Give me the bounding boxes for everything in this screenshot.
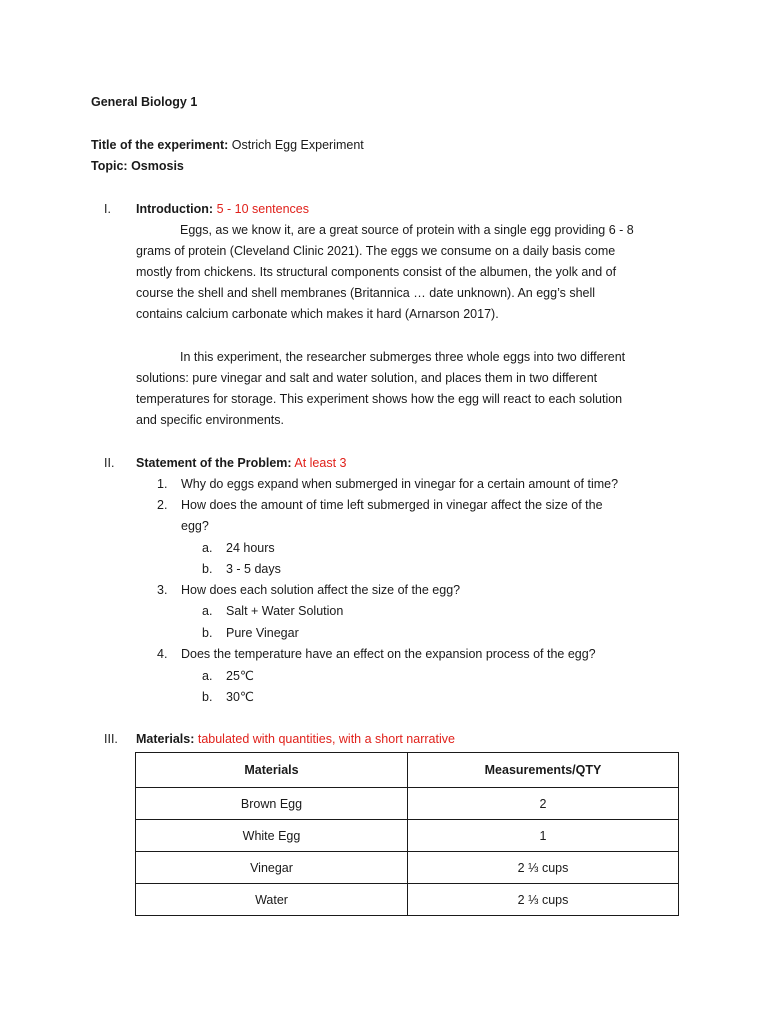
list-text: 3 - 5 days xyxy=(226,562,281,576)
intro-para1-line2: grams of protein (Cleveland Clinic 2021). The eggs we consume on a daily basis come xyxy=(136,244,616,258)
table-header-row xyxy=(136,753,679,788)
list-number: 4. xyxy=(157,647,168,661)
list-item xyxy=(202,626,299,640)
intro-para2-line1: In this experiment, the researcher submerges three whole eggs into two different xyxy=(180,350,626,364)
table-header-quantity: Measurements/QTY xyxy=(408,753,679,788)
section-heading-problem xyxy=(136,456,347,470)
list-text: Why do eggs expand when submerged in vinegar for a certain amount of time? xyxy=(181,477,619,491)
list-text: Does the temperature have an effect on the expansion process of the egg? xyxy=(181,647,596,661)
table-cell: 1 xyxy=(408,820,679,852)
table-cell: Vinegar xyxy=(136,852,408,884)
intro-para2-line4: and specific environments. xyxy=(136,413,284,427)
list-item xyxy=(202,541,275,555)
materials-note: tabulated with quantities, with a short narrative xyxy=(197,732,455,746)
list-item xyxy=(202,562,281,576)
intro-heading: Introduction: xyxy=(136,202,214,216)
list-letter: b. xyxy=(202,562,213,576)
materials-heading: Materials: xyxy=(136,732,195,746)
table-row xyxy=(136,884,679,916)
table-cell: 2 ⅓ cups xyxy=(408,852,679,884)
list-letter: a. xyxy=(202,541,213,555)
list-number: 2. xyxy=(157,498,168,512)
list-item xyxy=(202,604,343,618)
section-heading-intro xyxy=(136,202,309,216)
list-text: 25℃ xyxy=(226,669,254,683)
table-row xyxy=(136,852,679,884)
list-item-continuation: egg? xyxy=(181,519,209,533)
intro-note: 5 - 10 sentences xyxy=(216,202,309,216)
intro-para1-line5: contains calcium carbonate which makes it hard (Arnarson 2017). xyxy=(136,307,499,321)
topic-value: Osmosis xyxy=(131,159,184,173)
topic-label: Topic: xyxy=(91,159,128,173)
experiment-title-value: Ostrich Egg Experiment xyxy=(231,138,364,152)
problem-note: At least 3 xyxy=(294,456,347,470)
list-item xyxy=(157,583,460,597)
experiment-title-label: Title of the experiment: xyxy=(91,138,229,152)
list-text: 24 hours xyxy=(226,541,275,555)
section-numeral-problem: II. xyxy=(104,456,115,470)
list-text: Salt + Water Solution xyxy=(226,604,344,618)
intro-para2-line2: solutions: pure vinegar and salt and water solution, and places them in two different xyxy=(136,371,598,385)
list-item xyxy=(157,498,603,512)
section-numeral-intro: I. xyxy=(104,202,111,216)
materials-table xyxy=(135,752,679,916)
table-cell: 2 ⅓ cups xyxy=(408,884,679,916)
section-heading-materials xyxy=(136,732,455,746)
intro-para1-line3: mostly from chickens. Its structural components consist of the albumen, the yolk and of xyxy=(136,265,617,279)
table-cell: Water xyxy=(136,884,408,916)
table-cell: Brown Egg xyxy=(136,788,408,820)
list-letter: a. xyxy=(202,669,213,683)
intro-para2-line3: temperatures for storage. This experiment shows how the egg will react to each solution xyxy=(136,392,623,406)
intro-para1-line4: course the shell and shell membranes (Britannica … date unknown). An egg’s shell xyxy=(136,286,596,300)
list-text: 30℃ xyxy=(226,690,254,704)
course-title: General Biology 1 xyxy=(91,95,198,109)
list-text: How does each solution affect the size of the egg? xyxy=(181,583,461,597)
list-number: 3. xyxy=(157,583,168,597)
problem-heading: Statement of the Problem: xyxy=(136,456,292,470)
list-letter: a. xyxy=(202,604,213,618)
list-item xyxy=(157,477,618,491)
experiment-title-line xyxy=(91,138,364,152)
table-header-materials: Materials xyxy=(136,753,408,788)
list-text: How does the amount of time left submerged in vinegar affect the size of the xyxy=(181,498,603,512)
section-numeral-materials: III. xyxy=(104,732,118,746)
topic-line xyxy=(91,159,184,173)
list-letter: b. xyxy=(202,690,213,704)
table-row xyxy=(136,788,679,820)
list-text: Pure Vinegar xyxy=(226,626,299,640)
table-row xyxy=(136,820,679,852)
intro-para1-line1: Eggs, as we know it, are a great source of protein with a single egg providing 6 - 8 xyxy=(180,223,634,237)
list-letter: b. xyxy=(202,626,213,640)
table-cell: 2 xyxy=(408,788,679,820)
list-number: 1. xyxy=(157,477,168,491)
list-item xyxy=(202,689,254,704)
table-cell: White Egg xyxy=(136,820,408,852)
list-item xyxy=(157,647,596,661)
list-item xyxy=(202,668,254,683)
